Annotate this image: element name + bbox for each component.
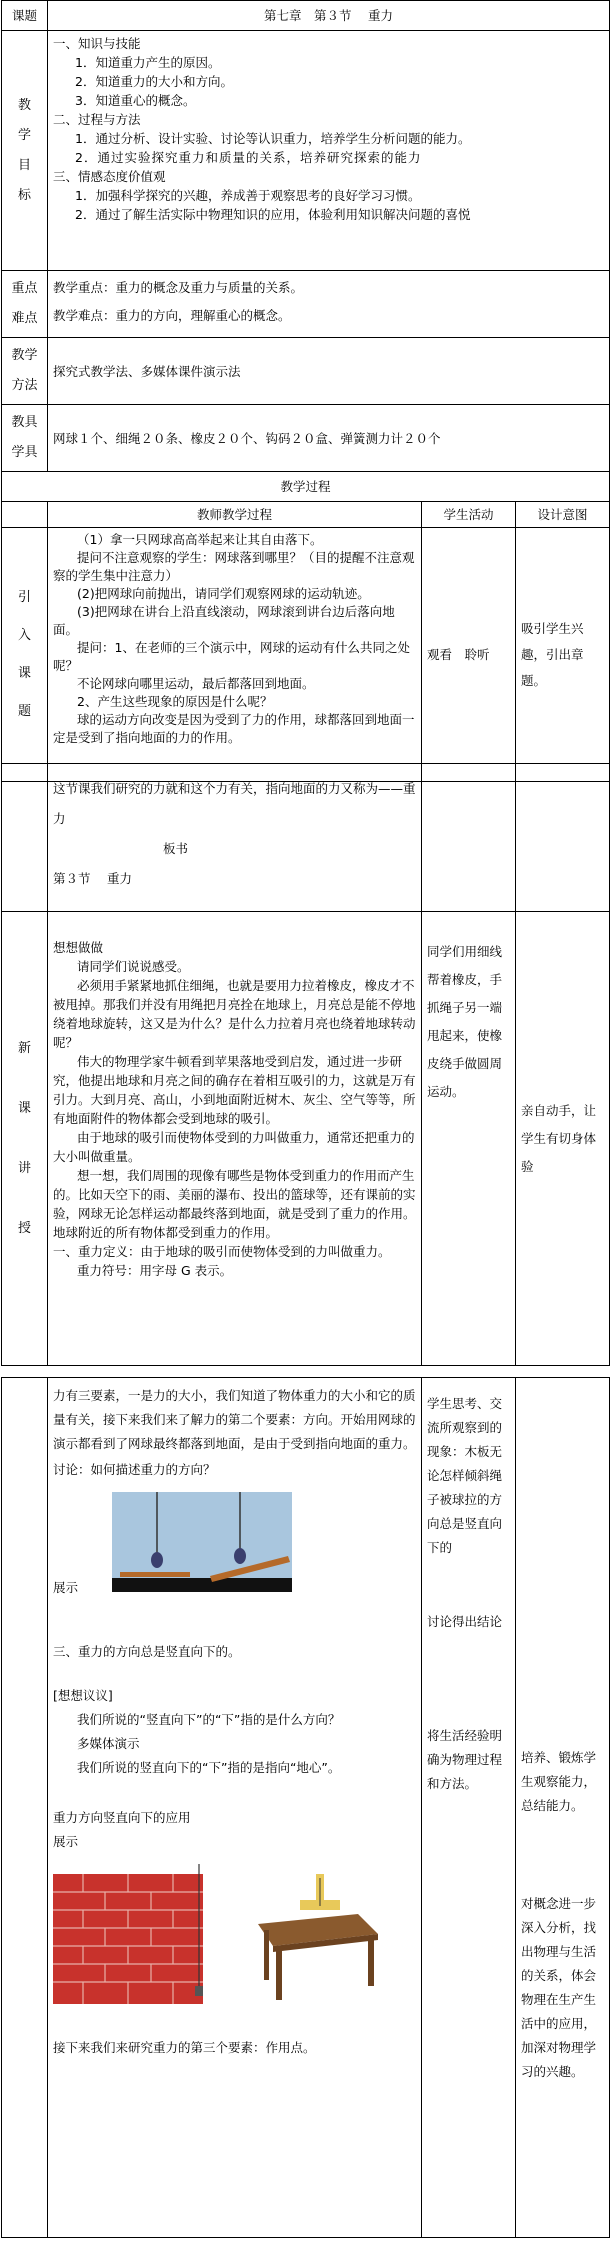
table-level-figure: [238, 1864, 388, 2004]
multimedia-label: 多媒体演示: [77, 1736, 140, 1751]
col-teacher-header: 教师教学过程: [48, 502, 422, 528]
transition-design-cell: [516, 764, 610, 912]
intro-line: (2)把网球向前抛出，请同学们观察网球的运动轨迹。: [77, 586, 370, 601]
goal-line: 一、知识与技能: [53, 36, 141, 51]
goal-line: 1．通过分析、设计实验、讨论等认识重力，培养学生分析问题的能力。: [75, 131, 471, 146]
intro-design-intent: 吸引学生兴趣，引出章题。: [516, 528, 610, 782]
lesson-plan-table-3: [1, 1377, 610, 2238]
new-lesson-label: 新 课 讲 授: [2, 912, 48, 1366]
show-label-2: 展示: [53, 1834, 79, 1849]
key-point: 教学重点：重力的概念及重力与质量的关系。: [53, 280, 304, 295]
student-discussion: 讨论得出结论: [427, 1614, 503, 1629]
topic-label: 课题: [2, 1, 48, 31]
think-question: 我们所说的“竖直向下”的“下”指的是什么方向？: [77, 1712, 341, 1727]
next-topic: 接下来我们来研究重力的第三个要素：作用点。: [53, 2040, 316, 2055]
transition-text: 这节课我们研究的力就和这个力有关，指向地面的力又称为——重力: [53, 781, 416, 826]
think-title: [想想议议]: [53, 1688, 113, 1703]
difficulty-point: 教学难点：重力的方向，理解重心的概念。: [53, 308, 291, 323]
intro-line: （1）拿一只网球高高举起来让其自由落下。: [77, 532, 323, 547]
tools-content: 网球１个、细绳２０条、橡皮２０个、钩码２０盒、弹簧测力计２０个: [48, 405, 610, 472]
goal-line: 2．通过实验探究重力和质量的关系，培养研究探索的能力: [75, 150, 422, 165]
direction-conclusion: 三、重力的方向总是竖直向下的。: [53, 1644, 241, 1659]
focus-content: [48, 271, 610, 338]
lesson-plan-table-1: [1, 0, 610, 782]
new-lesson-content: [48, 912, 422, 1366]
goal-line: 三、情感态度价值观: [53, 169, 166, 184]
transition-empty-cell: [2, 764, 48, 912]
process-title: 教学过程: [2, 472, 610, 502]
board-label: 板书: [163, 841, 189, 856]
design-observation: 培养、锻炼学生观察能力，总结能力。: [521, 1750, 597, 1813]
tools-label: 教具 学具: [2, 405, 48, 472]
topic-title: 第七章 第３节 重力: [48, 1, 610, 31]
goal-line: 2．知道重力的大小和方向。: [75, 74, 233, 89]
discuss-prompt: 讨论：如何描述重力的方向？: [53, 1462, 216, 1477]
direction-student-activity: [422, 1378, 516, 2238]
intro-line: 提问：1、在老师的三个演示中，网球的运动有什么共同之处呢？: [53, 640, 410, 673]
lesson-line: 请同学们说说感受。: [77, 959, 190, 974]
header-empty-cell: [2, 502, 48, 528]
lesson-line: 重力符号：用字母 G 表示。: [77, 1263, 233, 1278]
show-label: 展示: [53, 1580, 79, 1595]
transition-content: [48, 764, 422, 912]
new-lesson-student-activity: 同学们用细线帮着橡皮，手抓绳子另一端甩起来，使橡皮绕手做圆周运动。: [422, 912, 516, 1366]
think-answer: 我们所说的竖直向下的“下”指的是指向“地心”。: [77, 1760, 341, 1775]
intro-line: 2、产生这些现象的原因是什么呢？: [77, 694, 273, 709]
direction-intro: 力有三要素，一是力的大小，我们知道了物体重力的大小和它的质量有关，接下来我们来了解力的第二个要素：方向。开始用网球的演示都看到了网球最终都落到地面，是由于受到指向地面的重力。: [53, 1388, 416, 1451]
goals-content: [48, 31, 610, 271]
student-observation: 学生思考、交流所观察到的现象：木板无论怎样倾斜绳子被球拉的方向总是竖直向下的: [427, 1396, 503, 1555]
col-student-header: 学生活动: [422, 502, 516, 528]
lesson-line: 伟大的物理学家牛顿看到苹果落地受到启发，通过进一步研究，他提出地球和月亮之间的确存在着相互吸引的力，这就是万有引力。大到月亮、高山，小到地面附近树木、灰尘、空气等等，所有地面附件的物体都会受到地球的吸引。: [53, 1054, 416, 1126]
lesson-line: 由于地球的吸引而使物体受到的力叫做重力，通常还把重力的大小叫做重量。: [53, 1130, 415, 1164]
direction-empty-cell: [2, 1378, 48, 2238]
intro-line: 提问不注意观察的学生：网球落到哪里？（目的提醒不注意观察的学生集中注意力）: [53, 550, 415, 583]
application-title: 重力方向竖直向下的应用: [53, 1810, 191, 1825]
goal-line: 1．加强科学探究的兴趣，养成善于观察思考的良好学习习惯。: [75, 188, 421, 203]
application-figures: [53, 1864, 416, 2010]
intro-label: 引 入 课 题: [2, 528, 48, 782]
goal-line: 3．知道重心的概念。: [75, 93, 196, 108]
section-title: 第３节 重力: [53, 871, 132, 886]
goals-label: 教 学 目 标: [2, 31, 48, 271]
lesson-plan-table-2: [1, 763, 610, 1366]
lesson-line: 想想做做: [53, 940, 104, 955]
intro-line: 不论网球向哪里运动，最后都落回到地面。: [77, 676, 315, 691]
goal-line: 2．通过了解生活实际中物理知识的应用，体验利用知识解决问题的喜悦: [75, 207, 471, 222]
student-application: 将生活经验明确为物理过程和方法。: [427, 1728, 503, 1791]
lesson-line: 必须用手紧紧地抓住细绳，也就是要用力拉着橡皮，橡皮才不被甩掉。那我们并没有用绳把月亮拴在地球上，月亮总是能不停地绕着地球旋转，这又是为什么？是什么力拉着月亮也绕着地球转动呢？: [53, 978, 416, 1050]
goal-line: 1．知道重力产生的原因。: [75, 55, 221, 70]
lesson-line: 一、重力定义：由于地球的吸引而使物体受到的力叫做重力。: [53, 1244, 391, 1259]
brick-wall-figure: [53, 1864, 203, 2004]
direction-content: [48, 1378, 422, 2238]
goal-line: 二、过程与方法: [53, 112, 141, 127]
method-label: 教学 方法: [2, 338, 48, 405]
direction-design-intent: [516, 1378, 610, 2238]
new-lesson-design-intent: 亲自动手，让学生有切身体验: [516, 912, 610, 1366]
intro-line: 球的运动方向改变是因为受到了力的作用，球都落回到地面一定是受到了指向地面的力的作用。: [53, 712, 415, 745]
focus-label: 重点 难点: [2, 271, 48, 338]
lesson-line: 想一想，我们周围的现像有哪些是物体受到重力的作用而产生的。比如天空下的雨、美丽的瀑布、投出的篮球等，还有课前的实验，网球无论怎样运动都最终落到地面，就是受到了重力的作用。地球附近的所有物体都受到重力的作用。: [53, 1168, 416, 1240]
transition-student-cell: [422, 764, 516, 912]
plumb-line-figure: [112, 1492, 292, 1600]
design-application: 对概念进一步深入分析，找出物理与生活的关系，体会物理在生产生活中的应用，加深对物理学习的兴趣。: [521, 1896, 597, 2079]
intro-student-activity: 观看 聆听: [422, 528, 516, 782]
intro-content: [48, 528, 422, 782]
method-content: 探究式教学法、多媒体课件演示法: [48, 338, 610, 405]
intro-line: (3)把网球在讲台上沿直线滚动，网球滚到讲台边后落向地面。: [53, 604, 395, 637]
col-design-header: 设计意图: [516, 502, 610, 528]
